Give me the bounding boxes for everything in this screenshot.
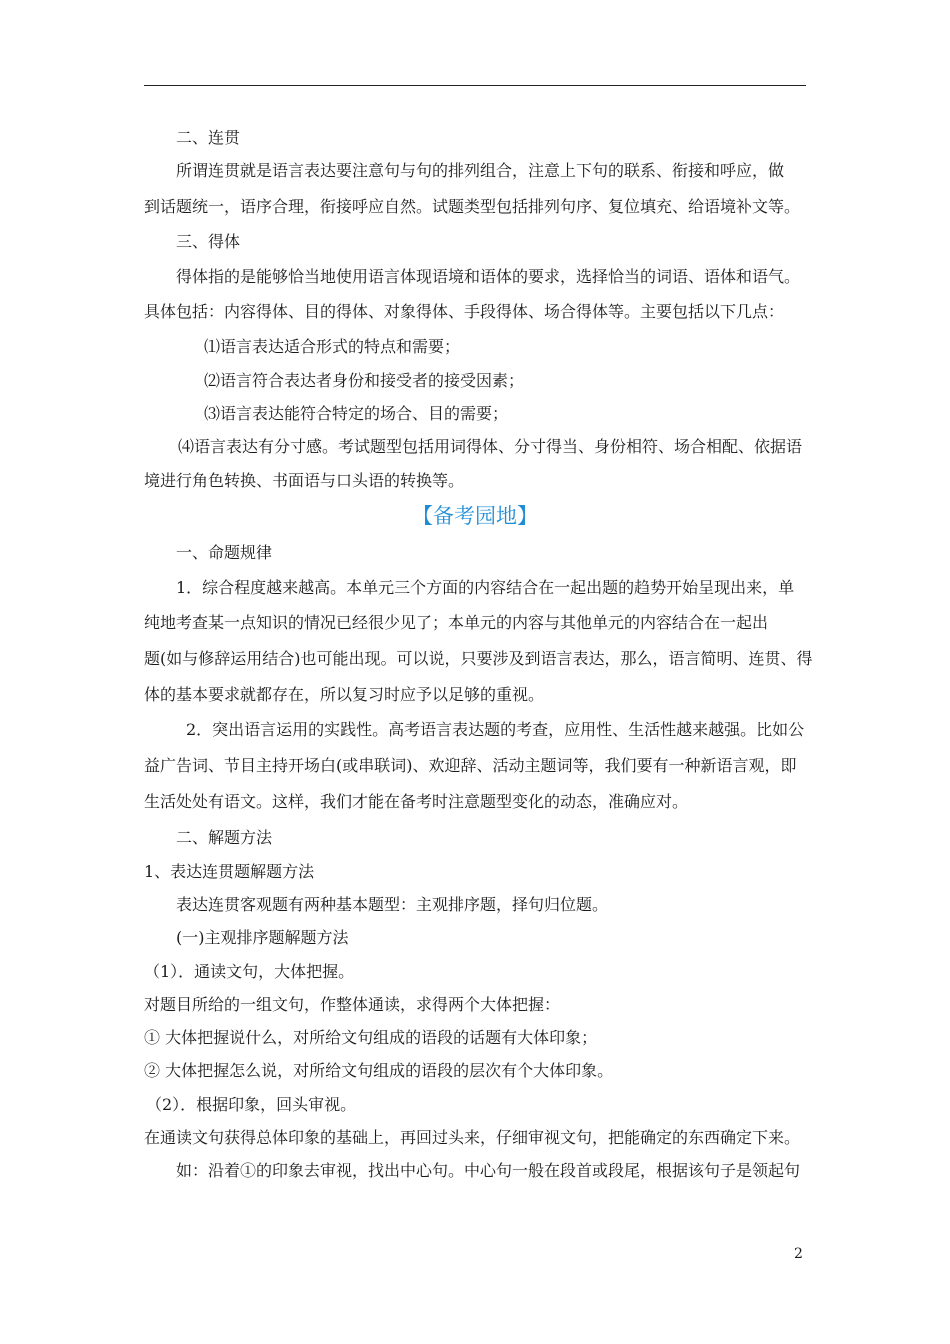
paragraph-line: 纯地考查某一点知识的情况已经很少见了；本单元的内容与其他单元的内容结合在一起出 [144,613,769,632]
list-item: ⑴语言表达适合形式的特点和需要； [204,337,461,356]
step-title: （2）．根据印象，回头审视。 [146,1095,357,1114]
paragraph-line: 具体包括：内容得体、目的得体、对象得体、手段得体、场合得体等。主要包括以下几点： [144,302,785,321]
list-item: ⑷语言表达有分寸感。考试题型包括用词得体、分寸得当、身份相符、场合相配、依据语 [178,437,803,456]
section-title-rules: 一、命题规律 [176,543,273,562]
page-number: 2 [794,1246,803,1262]
paragraph-line: 表达连贯客观题有两种基本题型：主观排序题，择句归位题。 [176,895,609,914]
paragraph-line: 到话题统一，语序合理，衔接呼应自然。试题类型包括排列句序、复位填充、给语境补文等。 [144,197,801,216]
paragraph-line: 体的基本要求就都存在，所以复习时应予以足够的重视。 [144,685,545,704]
paragraph-line: 2．突出语言运用的实践性。高考语言表达题的考查，应用性、生活性越来越强。比如公 [186,720,805,739]
paragraph-line: 得体指的是能够恰当地使用语言体现语境和语体的要求，选择恰当的词语、语体和语气。 [176,267,801,286]
list-item: ② 大体把握怎么说，对所给文句组成的语段的层次有个大体印象。 [144,1061,614,1080]
list-item: ① 大体把握说什么，对所给文句组成的语段的话题有大体印象； [144,1028,598,1047]
list-item: ⑵语言符合表达者身份和接受者的接受因素； [204,371,525,390]
section-title-methods: 二、解题方法 [176,828,273,847]
paragraph-line: 对题目所给的一组文句，作整体通读，求得两个大体把握： [144,995,561,1014]
paragraph-line: 益广告词、节目主持开场白(或串联词)、欢迎辞、活动主题词等，我们要有一种新语言观，即 [144,756,797,775]
paragraph-line: 题(如与修辞运用结合)也可能出现。可以说，只要涉及到语言表达，那么，语言简明、连贯、得 [144,649,813,668]
subsection-title: (一)主观排序题解题方法 [176,928,349,947]
list-item: ⑶语言表达能符合特定的场合、目的需要； [204,404,509,423]
paragraph-line: 生活处处有语文。这样，我们才能在备考时注意题型变化的动态，准确应对。 [144,792,689,811]
paragraph-line: 如：沿着①的印象去审视，找出中心句。中心句一般在段首或段尾，根据该句子是领起句 [176,1161,801,1180]
paragraph-line: 在通读文句获得总体印象的基础上，再回过头来，仔细审视文句，把能确定的东西确定下来。 [144,1128,801,1147]
paragraph-line: 1．综合程度越来越高。本单元三个方面的内容结合在一起出题的趋势开始呈现出来，单 [176,578,795,597]
paragraph-line: 境进行角色转换、书面语与口头语的转换等。 [144,471,465,490]
section-heading: 【备考园地】 [412,504,538,528]
header-rule [144,85,806,86]
section-title-appropriateness: 三、得体 [176,232,241,251]
step-title: （1）．通读文句，大体把握。 [144,962,355,981]
section-title-coherence: 二、连贯 [176,128,241,147]
subsection-title: 1、表达连贯题解题方法 [144,862,315,881]
paragraph-line: 所谓连贯就是语言表达要注意句与句的排列组合，注意上下句的联系、衔接和呼应，做 [176,161,785,180]
